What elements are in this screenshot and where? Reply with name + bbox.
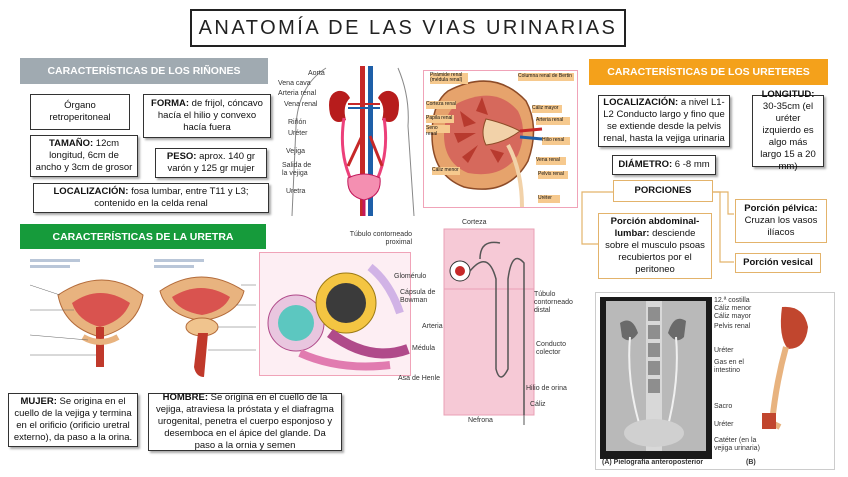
xray-label-pelvis: Pelvis renal [714,323,751,330]
ureter-long-box [752,89,824,172]
torso-label-aorta: Aorta [308,70,325,77]
ureter-loc-box [598,95,730,147]
nephron-label-nephron: Nefrona [468,417,493,424]
xray-panel [595,292,835,470]
nephron-diagram [349,219,582,427]
kidney-loc-label: LOCALIZACIÓN: [53,186,129,197]
porcion-vesical-box: Porción vesical [735,253,821,273]
kidney-forma-text: de frijol, cóncavo hacía el hilio y convexo hacía fuera [157,98,263,133]
urethra-hombre-text: Se origina en el cuello de la vejiga, atraviesa la próstata y el diafragma urogenital, penetra el cuerpo esponjoso y desemboca en el ápice del glande. Da paso a la ornia y semen [156,392,334,451]
xray-caption-a: (A) Pielografía anteroposterior [602,459,704,466]
nephron-label-distal: Túbulo contorneado distal [534,291,573,314]
kidney-size-text: 12cm longitud, 6cm de ancho y 3cm de grosor [35,138,133,173]
torso-label-vena-cava: Vena cava [278,80,311,87]
nephron-label-cortex: Corteza [462,219,487,226]
ureter-loc-text: a nivel L1-L2 Conducto largo y fino que se extiende desde la pelvis renal, hasta la vejiga urinaria [603,97,725,144]
ureter-long-text: 30-35cm (el uréter izquierdo es algo más largo 15 a 20 mm) [760,101,816,172]
urethra-hombre-box [148,393,342,451]
kidney-forma-box [143,94,271,138]
kidney-label-pyramid: Pirámide renal (médula renal) [430,73,468,84]
ureter-diam-label: DIÁMETRO: [618,159,673,170]
urethra-mujer-text: Se origina en el cuello de la vejiga y termina en el orificio (orificio uretral externo), da paso a la orina. [13,396,133,443]
xray-label-ureter-1: Uréter [714,347,734,354]
torso-label-bladder: Vejiga [286,148,306,155]
nephron-label-bowman: Cápsula de Bowman [400,289,436,304]
kidney-label-minor-calyx: Cáliz menor [432,167,459,173]
porcion-pelvica-box [735,199,827,243]
porcion-abdominal-box [598,213,712,279]
kidney-label-papilla: Papila renal [426,115,453,121]
nephron-label-glomerulus: Glomérulo [394,273,427,280]
torso-label-kidney: Riñón [288,119,307,126]
ureter-diam-box [612,155,716,175]
xray-label-ureter-2: Uréter [714,421,734,428]
urethra-illustration [28,255,258,383]
porciones-box: PORCIONES [613,180,713,202]
urethra-mujer-box [8,393,138,447]
nephron-label-artery: Arteria [422,323,443,330]
torso-label-bladder-exit: Salida de la vejiga [282,162,312,177]
urinary-system-diagram [278,66,416,216]
kidney-label-major-calyx: Cáliz mayor [532,105,562,113]
ureters-header: CARACTERÍSTICAS DE LOS URETERES [589,59,828,85]
torso-label-renal-vein: Vena renal [284,101,318,108]
kidney-label-hilum: Hilio renal [542,137,570,145]
urethra-hombre-label: HOMBRE: [162,392,209,403]
kidney-organ-box [30,94,130,130]
torso-label-urethra: Uretra [286,188,306,195]
kidney-size-label: TAMAÑO: [48,138,94,149]
kidney-organ-text: Órgano retroperitoneal [49,100,111,123]
xray-label-rib: 12.ª costilla [714,297,750,304]
kidney-loc-text: fosa lumbar, entre T11 y L3; contenido en la celda renal [94,186,249,209]
kidney-loc-box [33,183,269,213]
kidney-peso-label: PESO: [166,151,197,162]
xray-label-gas: Gas en el intestino [714,359,744,374]
xray-label-sacrum: Sacro [714,403,733,410]
kidney-section-diagram [423,70,578,208]
ureter-long-label: LONGITUD: [761,89,815,100]
nephron-label-medulla: Médula [412,345,435,352]
kidney-label-renal-vein: Vena renal [536,157,566,165]
kidney-peso-text: aprox. 140 gr varón y 125 gr mujer [167,151,256,174]
porcion-abdominal-text: desciende sobre el musculo psoas recubiertos por el peritoneo [605,228,705,275]
kidney-size-box [30,135,138,177]
xray-label-catheter: Catéter (en la vejiga urinaria) [714,437,760,452]
urethra-mujer-label: MUJER: [20,396,57,407]
kidneys-header: CARACTERÍSTICAS DE LOS RIÑONES [20,58,268,84]
nephron-label-calyx: Cáliz [530,401,546,408]
kidney-label-column: Columna renal de Bertin [518,73,574,81]
xray-caption-b: (B) [746,459,756,466]
porcion-abdominal-label: Porción abdominal-lumbar: [610,216,700,239]
kidney-forma-label: FORMA: [151,98,190,109]
urethra-header: CARACTERÍSTICAS DE LA URETRA [20,224,266,249]
kidney-peso-box [155,148,267,178]
torso-label-renal-artery: Arteria renal [278,90,317,97]
torso-label-ureter: Uréter [288,130,308,137]
kidney-label-renal-artery: Arteria renal [536,117,570,125]
nephron-label-urine: Hilio de orina [526,385,567,392]
xray-label-minor-calyx: Cáliz menor [714,305,752,312]
ureter-diam-text: 6 -8 mm [672,159,710,170]
page-title: ANATOMÍA DE LAS VIAS URINARIAS [190,9,626,47]
kidney-label-pelvis: Pelvis renal [538,171,568,179]
xray-label-major-calyx: Cáliz mayor [714,313,751,320]
porcion-pelvica-text: Cruzan los vasos ilíacos [744,215,818,238]
kidney-label-ureter: Uréter [538,195,560,203]
nephron-label-collecting: Conducto colector [536,341,566,356]
nephron-label-henle: Asa de Henle [398,375,441,382]
glomerulus-diagram [259,252,411,376]
ureter-loc-label: LOCALIZACIÓN: [603,97,679,108]
nephron-label-proximal: Túbulo contorneado proximal [349,231,412,246]
kidney-label-sinus: Seno renal [426,125,450,133]
kidney-label-cortex: Corteza renal [426,101,457,107]
porcion-pelvica-label: Porción pélvica: [744,203,818,214]
